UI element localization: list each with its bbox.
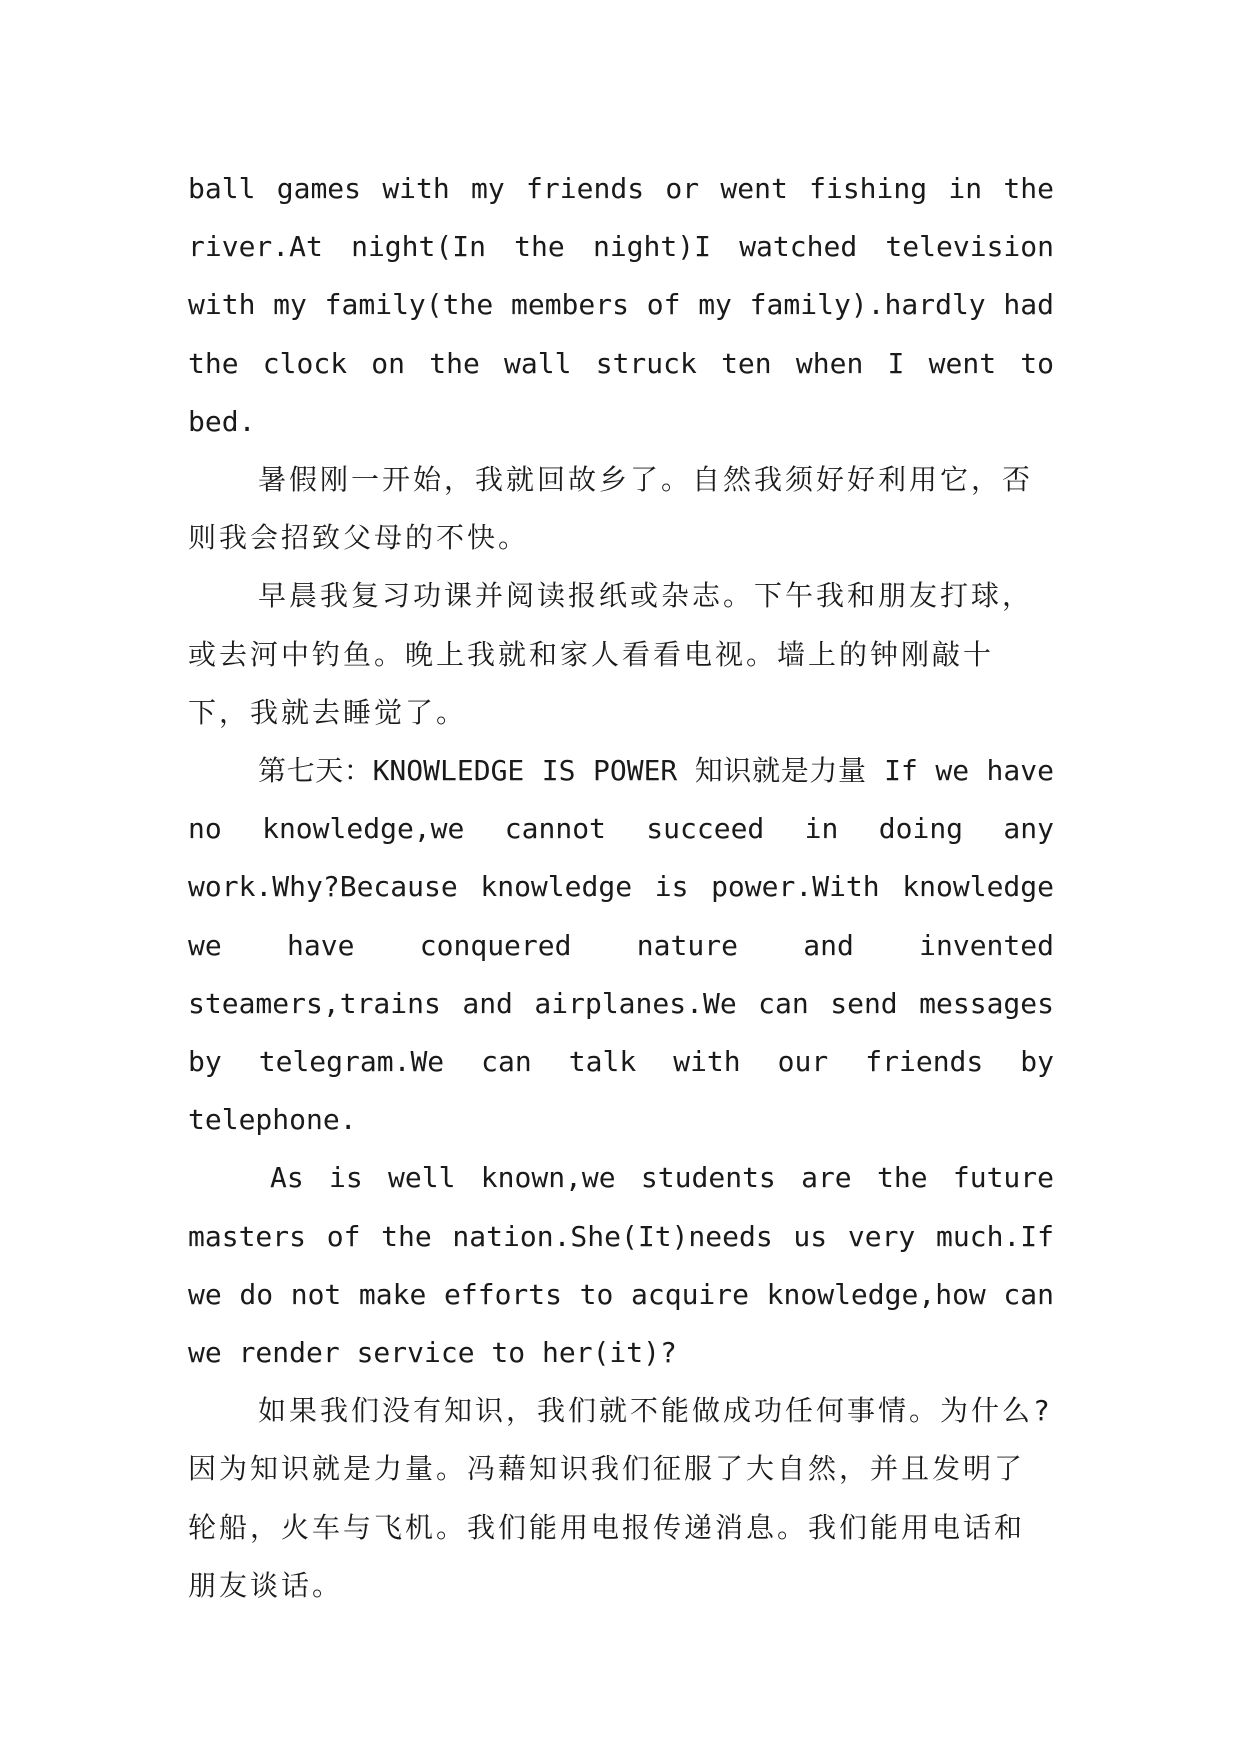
paragraph-chinese-summer-holiday: 暑假刚一开始，我就回故乡了。自然我须好好利用它，否则我会招致父母的不快。 (188, 463, 1034, 555)
paragraph-chinese-knowledge: 如果我们没有知识，我们就不能做成功任何事情。为什么?因为知识就是力量。冯藉知识我们征服了大自然，并且发明了轮船，火车与飞机。我们能用电报传递消息。我们能用电话和朋友谈话。 (188, 1394, 1053, 1602)
paragraph-chinese-daily-routine: 早晨我复习功课并阅读报纸或杂志。下午我和朋友打球，或去河中钓鱼。晚上我就和家人看看电视。墙上的钟刚敲十下，我就去睡觉了。 (188, 579, 1034, 729)
paragraph-english-students: As is well known,we students are the future masters of the nation.She(It)needs us very much.If we do not make efforts to acquire knowledge,how can we render service to her(it)? (188, 1161, 1054, 1370)
paragraph-day-seven-knowledge: 第七天：KNOWLEDGE IS POWER 知识就是力量 If we have no knowledge,we cannot succeed in doing any work.Why?Because knowledge is power.With knowledge we have conquered nature and invented steamers,trains and airplanes.We can send messages by telegram.We can talk with our friends by telephone. (188, 754, 1054, 1137)
paragraph-english-summer-routine: ball games with my friends or went fishing in the river.At night(In the night)I watched television with my family(the members of my family).hardly had the clock on the wall struck ten when I went to bed. (188, 172, 1054, 438)
document-body (188, 160, 1054, 1615)
